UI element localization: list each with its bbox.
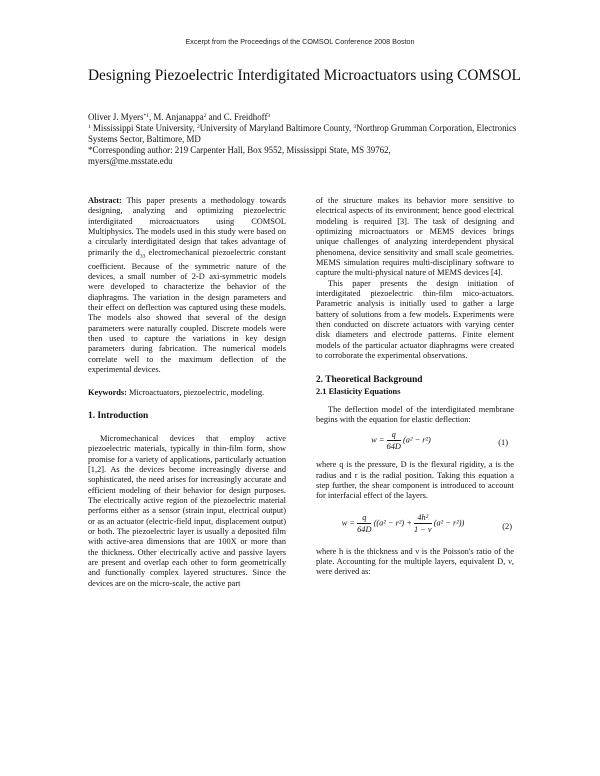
eq2-lhs: w = [341, 517, 355, 527]
author-block [88, 112, 528, 167]
keywords [88, 388, 286, 398]
section-heading-theory: 2. Theoretical Background [316, 374, 423, 385]
eq2-inner-numerator: 4h² [414, 512, 432, 524]
eq1-denominator: 64D [386, 442, 401, 452]
affiliation-2-sup: 2 [196, 123, 200, 130]
author-3: and C. Freidhoff [206, 112, 268, 122]
equation-1 [316, 429, 514, 457]
abstract-text-1: This paper presents a methodology towards designing, analyzing and optimizing piezoelectric interdigitated microactuators using COMSOL Multiphysics. The models used in this study were based on a circularly interdigitated design that takes advantage of primarily the d [88, 196, 286, 257]
affiliation-2: University of Maryland Baltimore County, [199, 122, 354, 133]
author-names [88, 112, 528, 123]
affiliation-1-sup: 1 [88, 123, 91, 130]
page-header: Excerpt from the Proceedings of the COMSOL Conference 2008 Boston [185, 37, 415, 46]
eq2-number: (2) [502, 521, 512, 531]
eq2-rhs-b: (a² − r²)) [433, 517, 465, 527]
eq1-lhs: w = [371, 435, 385, 445]
author-1-sup: *1 [143, 113, 149, 119]
right-column [316, 196, 514, 578]
keywords-text: Microactuators, piezoelectric, modeling. [126, 387, 265, 397]
eq2-numerator: q [357, 512, 371, 524]
section-heading-introduction: 1. Introduction [88, 410, 149, 421]
eq1-fraction [387, 429, 401, 452]
abstract-subscript: 33 [139, 253, 146, 260]
left-column [88, 196, 286, 589]
author-2-sup: 2 [203, 113, 207, 119]
author-2: , M. Anjanappa [148, 112, 204, 122]
affiliation-1: Mississippi State University, [90, 122, 197, 133]
eq1-number: (1) [498, 438, 508, 448]
author-1: Oliver J. Myers [88, 112, 144, 122]
abstract-label: Abstract: [88, 196, 122, 205]
eq2-inner-denominator: 1 − ν [413, 524, 432, 534]
affiliations [88, 123, 528, 145]
equation-2 [316, 510, 514, 544]
corresponding-author: *Corresponding author: 219 Carpenter Hall, Box 9552, Mississippi State, MS 39762, [88, 144, 391, 155]
keywords-label: Keywords: [88, 387, 127, 397]
intro-paragraph-1: Micromechanical devices that employ active piezoelectric materials, typically in thin-film form, show promise for a variety of applications, particularly actuation [1,2]. As the devices become increasingly diverse and sophisticated, the need arises for increasingly accurate and efficient modeling of their behavior for design purposes. The electrically active region of the piezoelectric material performs either as a sensor (strain input, electrical output) or as an actuator (electric-field input, displacement output) or both. The piezoelectric layer is usually a deposited film with active-area dimensions that are 100X or more than the thickness. Other electrically active and passive layers are present and overlap each other to form geometrically and functionally complex layered structures. Since the devices are on the micro-scale, the active part [88, 433, 286, 588]
eq1-rhs: (a² − r²) [403, 435, 431, 445]
paper-title: Designing Piezoelectric Interdigitated Microactuators using COMSOL [88, 67, 521, 84]
eq2-rhs-a: ((a² − r²) + [373, 517, 412, 527]
eq2-denominator: 64D [357, 524, 372, 534]
author-3-sup: 3 [267, 113, 271, 119]
eq1-numerator: q [387, 429, 401, 441]
affiliation-3-sup: 3 [353, 123, 357, 130]
theory-paragraph-2: where q is the pressure, D is the flexural rigidity, a is the radius and r is the radial position. Taking this equation a step further, the shear component is introduced to account for interfacial effect of the layers. [316, 460, 514, 501]
abstract-text-2: electromechanical piezoelectric constant coefficient. Because of the symmetric nature of the devices, a small number of 2-D axi-symmetric models were developed to characterize the behavior of the diaphragms. The variation in the design parameters and their effect on deflection was captured using these models. The models also showed that several of the design parameters were naturally coupled. Discrete models were then used to capture the variations in key design parameters during fabrication. The numerical models correlate well to the maximum deflection of the experimental devices. [88, 247, 286, 375]
eq2-inner-fraction [414, 512, 432, 535]
affiliation-3: Northrop Grumman Corporation, Electronics Systems Sector, Baltimore, MD [88, 122, 517, 144]
author-email: myers@me.msstate.edu [88, 155, 173, 166]
subsection-heading-elasticity: 2.1 Elasticity Equations [316, 386, 401, 396]
abstract [88, 196, 286, 376]
theory-paragraph-3: where h is the thickness and ν is the Poisson's ratio of the plate. Accounting for the multiple layers, equivalent D, ν, were derived as: [316, 546, 514, 577]
intro-paragraph-2: This paper presents the design initiation of interdigitated piezoelectric thin-film mico-actuators. Parametric analysis is initially used to gather a large battery of solutions from a few models. Experiments were then conducted on discrete actuators with varying center disk diameters and electrode patterns. Finite element models of the particular actuator diaphragms were created to corroborate the experimental observations. [316, 278, 514, 361]
intro-paragraph-1-continued: of the structure makes its behavior more sensitive to electrical aspects of its environment; hence good electrical modeling is required [3]. The task of designing and optimizing microactuators or MEMS devices brings unique challenges of analyzing interdependent physical phenomena, device sensitivity and small scale geometries. MEMS simulation requires multi-disciplinary software to capture the multi-physical nature of MEMS devices [4]. [316, 196, 514, 278]
eq2-fraction [357, 512, 371, 535]
theory-paragraph-1: The deflection model of the interdigitated membrane begins with the equation for elastic deflection: [316, 404, 514, 424]
